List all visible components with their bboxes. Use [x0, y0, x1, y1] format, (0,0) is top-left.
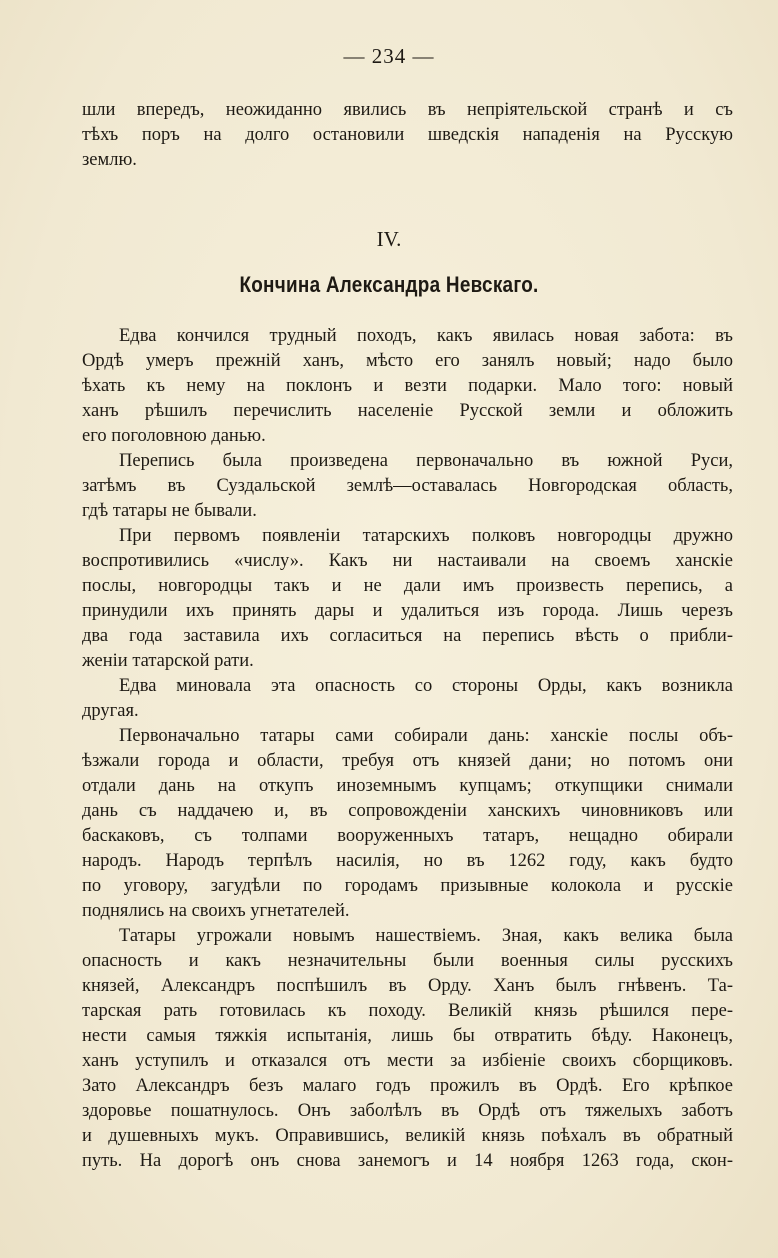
text-line: его поголовною данью.	[82, 426, 266, 446]
text-line: послы, новгородцы такъ и не дали имъ произвесть перепись, а	[82, 576, 733, 596]
text-line: поднялись на своихъ угнетателей.	[82, 901, 350, 921]
text-line: два года заставила ихъ согласиться на перепись вѣсть о прибли-	[82, 626, 733, 646]
text-line: путь. На дорогѣ онъ снова занемогъ и 14 ноября 1263 года, скон-	[82, 1151, 733, 1171]
intro-text	[82, 98, 733, 173]
text-line: ханъ рѣшилъ перечислить населеніе Русской земли и обложить	[82, 401, 733, 421]
text-line: женіи татарской рати.	[82, 651, 254, 671]
body-text	[82, 324, 733, 1174]
section-number: IV.	[376, 227, 402, 251]
page-number: — 234 —	[343, 44, 435, 68]
text-line: Первоначально татары сами собирали дань: ханскіе послы объ-	[119, 726, 733, 746]
text-line: по уговору, загудѣли по городамъ призывные колокола и русскіе	[82, 876, 733, 896]
text-line: тарская рать готовилась къ походу. Великій князь рѣшился пере-	[82, 1001, 733, 1021]
text-line: Ордѣ умеръ прежній ханъ, мѣсто его занялъ новый; надо было	[82, 351, 733, 371]
text-line: баскаковъ, съ толпами вооруженныхъ татаръ, нещадно обирали	[82, 826, 733, 846]
text-line: Татары угрожали новымъ нашествіемъ. Зная, какъ велика была	[119, 926, 733, 946]
text-line: Едва кончился трудный походъ, какъ явилась новая забота: въ	[119, 326, 733, 346]
text-line: гдѣ татары не бывали.	[82, 501, 257, 521]
text-line: ѣхать къ нему на поклонъ и везти подарки. Мало того: новый	[82, 376, 733, 396]
text-line: принудили ихъ принять дары и удалиться изъ города. Лишь черезъ	[82, 601, 733, 621]
section-title: Кончина Александра Невскаго.	[239, 272, 539, 297]
text-line: дань съ наддачею и, въ сопровожденіи ханскихъ чиновниковъ или	[82, 801, 733, 821]
text-line: отдали дань на откупъ иноземнымъ купцамъ; откупщики снимали	[82, 776, 733, 796]
text-line: шли впередъ, неожиданно явились въ непріятельской странѣ и съ	[82, 100, 733, 120]
text-line: воспротивились «числу». Какъ ни настаивали на своемъ ханскіе	[82, 551, 733, 571]
text-line: и душевныхъ мукъ. Оправившись, великій князь поѣхалъ въ обратный	[82, 1126, 733, 1146]
text-line: здоровье пошатнулось. Онъ заболѣлъ въ Ордѣ отъ тяжелыхъ заботъ	[82, 1101, 733, 1121]
text-line: ѣзжали города и области, требуя отъ князей дани; но потомъ они	[82, 751, 733, 771]
text-line: ханъ уступилъ и отказался отъ мести за избіеніе своихъ сборщиковъ.	[82, 1051, 733, 1071]
text-line: Едва миновала эта опасность со стороны Орды, какъ возникла	[119, 676, 733, 696]
text-line: опасность и какъ незначительны были военныя силы русскихъ	[82, 951, 733, 971]
text-line: тѣхъ поръ на долго остановили шведскія нападенія на Русскую	[82, 125, 733, 145]
text-line: народъ. Народъ терпѣлъ насилія, но въ 1262 году, какъ будто	[82, 851, 733, 871]
text-line: землю.	[82, 150, 137, 170]
text-line: При первомъ появленіи татарскихъ полковъ новгородцы дружно	[119, 526, 733, 546]
text-line: Перепись была произведена первоначально въ южной Руси,	[119, 451, 733, 471]
text-line: Зато Александръ безъ малаго годъ прожилъ въ Ордѣ. Его крѣпкое	[82, 1076, 733, 1096]
text-line: князей, Александръ поспѣшилъ въ Орду. Ханъ былъ гнѣвенъ. Та-	[82, 976, 733, 996]
text-line: другая.	[82, 701, 139, 721]
text-line: нести самыя тяжкія испытанія, лишь бы отвратить бѣду. Наконецъ,	[82, 1026, 733, 1046]
text-line: затѣмъ въ Суздальской землѣ—оставалась Новгородская область,	[82, 476, 733, 496]
